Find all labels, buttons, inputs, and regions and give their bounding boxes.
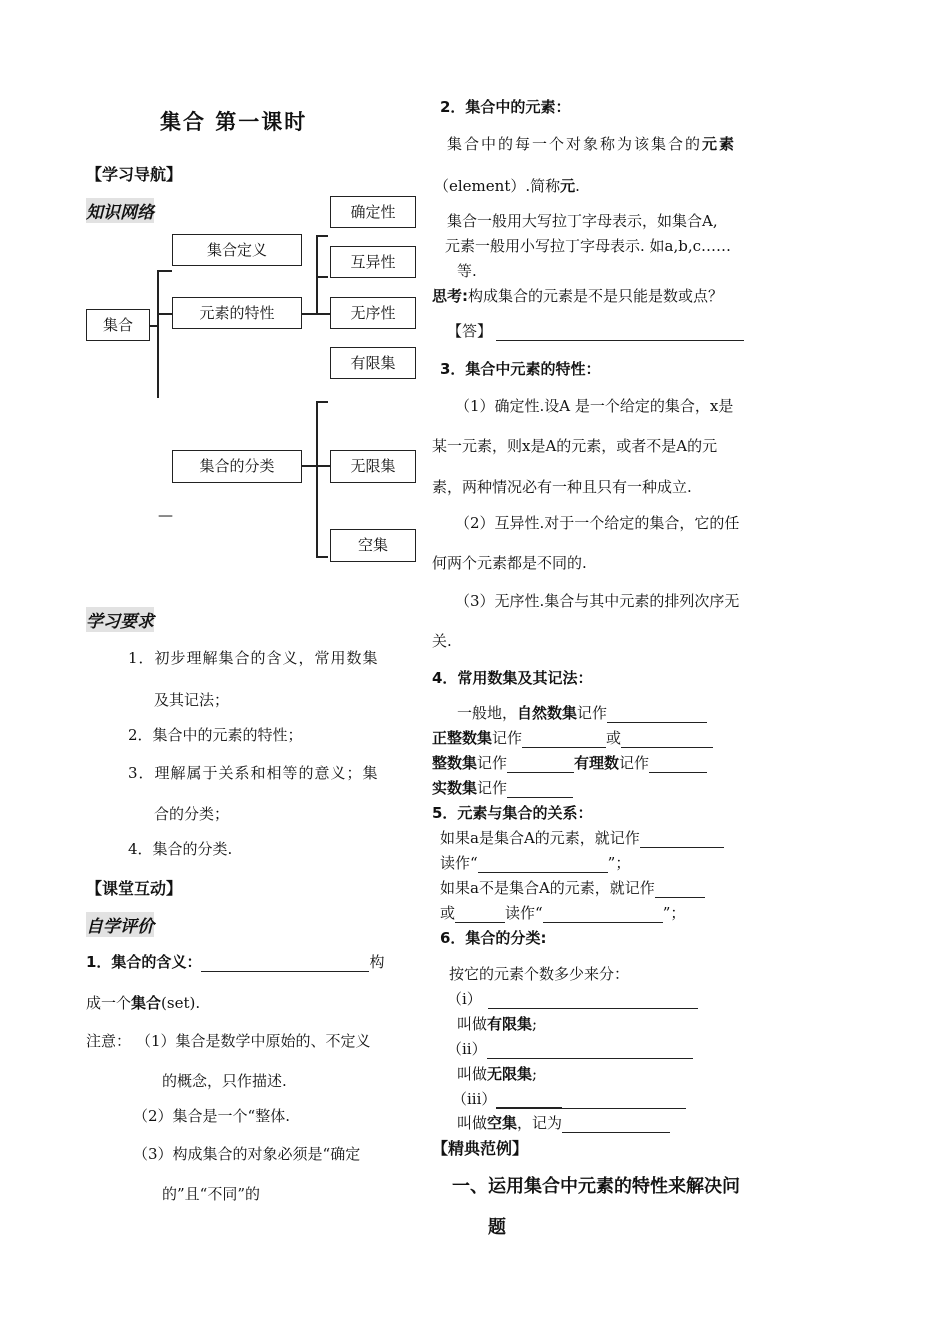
think-text: 构成集合的元素是不是只能是数或点？ <box>468 287 724 305</box>
reals-blank[interactable] <box>507 783 573 798</box>
section-2-heading: 2．集合中的元素： <box>440 98 571 116</box>
example-title-a: 一、运用集合中元素的特性来解决问 <box>452 1176 740 1197</box>
s4-line-2 <box>432 727 713 748</box>
connector <box>316 276 328 278</box>
positive-integers-label: 正整数集 <box>432 729 493 747</box>
belongs-reading-blank[interactable] <box>478 858 608 873</box>
example-title-b: 题 <box>488 1217 506 1238</box>
examples-heading: 【精典范例】 <box>432 1139 529 1158</box>
answer-blank[interactable] <box>496 324 744 341</box>
empty-notation-blank[interactable] <box>562 1118 670 1133</box>
s6-iii-name <box>457 1112 670 1133</box>
s3-line-2b: 何两个元素都是不同的. <box>432 554 587 572</box>
s6-ii-line <box>447 1038 693 1059</box>
s4-line-3 <box>432 752 707 773</box>
q1b-line <box>86 992 200 1013</box>
s5-line-1 <box>440 827 724 848</box>
section-6-heading: 6．集合的分类: <box>440 929 547 947</box>
jizuo: 记作 <box>619 754 650 772</box>
think-label: 思考: <box>432 287 468 305</box>
q1-blank[interactable] <box>201 955 369 972</box>
rationals-label: 有理数 <box>574 754 620 772</box>
node-finite-set: 有限集 <box>330 347 416 379</box>
requirement-3a: 3．理解属于关系和相等的意义；集 <box>128 764 379 782</box>
denoted-text: ，记为 <box>517 1114 563 1132</box>
s2-l2-bold: 元 <box>560 177 576 195</box>
connector <box>316 235 328 237</box>
node-definition: 集合定义 <box>172 234 302 266</box>
s6-line-1: 按它的元素个数多少来分： <box>449 965 630 983</box>
read-as-close: ”； <box>607 854 631 872</box>
stray-dash: — <box>158 506 173 524</box>
requirements-heading: 学习要求 <box>86 607 154 632</box>
class-interaction-heading: 【课堂互动】 <box>86 879 183 898</box>
node-distinctness: 互异性 <box>330 246 416 278</box>
section-4-heading: 4．常用数集及其记法： <box>432 669 593 687</box>
connector <box>157 313 172 315</box>
empty-set-term: 空集 <box>487 1114 518 1132</box>
s2-line-2 <box>434 175 580 196</box>
called-text: 叫做 <box>457 1015 488 1033</box>
s2-l1-bold: 元素 <box>702 135 737 153</box>
s4-line-4 <box>432 777 573 798</box>
node-set: 集合 <box>86 309 150 341</box>
jizuo: 记作 <box>577 704 608 722</box>
requirement-4: 4．集合的分类. <box>128 840 233 858</box>
requirement-3b: 合的分类； <box>154 805 230 823</box>
note-3b: 的”且“不同”的 <box>162 1185 261 1203</box>
connector <box>316 556 328 558</box>
called-text: 叫做 <box>457 1114 488 1132</box>
node-infinite-set: 无限集 <box>330 450 416 483</box>
think-line <box>432 285 723 306</box>
empty-blank-1[interactable] <box>496 1093 562 1109</box>
q1b-pre: 成一个 <box>86 994 132 1012</box>
connector <box>157 270 159 398</box>
jizuo: 记作 <box>477 779 508 797</box>
finite-blank[interactable] <box>488 994 698 1009</box>
s2-line-4: 元素一般用小写拉丁字母表示. 如a,b,c…… <box>445 237 732 255</box>
q1-tail: 构 <box>369 953 385 971</box>
node-unorderedness: 无序性 <box>330 297 416 329</box>
node-element-properties: 元素的特性 <box>172 297 302 329</box>
answer-line <box>447 320 744 341</box>
section-3-heading: 3．集合中元素的特性： <box>440 360 601 378</box>
requirement-2: 2．集合中的元素的特性； <box>128 726 303 744</box>
connector <box>302 313 330 315</box>
s6-i-label: （i） <box>447 990 482 1008</box>
s3-line-3a: （3）无序性.集合与其中元素的排列次序无 <box>455 592 740 610</box>
s3-line-1a: （1）确定性.设A 是一个给定的集合，x是 <box>455 397 734 415</box>
q1b-bold: 集合 <box>131 994 162 1012</box>
jizuo: 记作 <box>477 754 508 772</box>
s5-l3-text: 如果a不是集合A的元素，就记作 <box>440 879 655 897</box>
s3-line-2a: （2）互异性.对于一个给定的集合，它的任 <box>455 514 740 532</box>
s2-line-3: 集合一般用大写拉丁字母表示，如集合A, <box>447 212 718 230</box>
integers-label: 整数集 <box>432 754 478 772</box>
requirement-1a: 1．初步理解集合的含义，常用数集 <box>128 649 379 667</box>
read-as-open: 读作“ <box>505 904 543 922</box>
belongs-notation-blank[interactable] <box>640 833 724 848</box>
s2-line-5: 等. <box>457 262 477 280</box>
s6-iii-line <box>452 1088 686 1109</box>
note-1a: （1）集合是数学中原始的、不定义 <box>136 1032 371 1050</box>
natural-numbers-label: 自然数集 <box>517 704 578 722</box>
jizuo: 记作 <box>492 729 523 747</box>
or-text: 或 <box>606 729 622 747</box>
semicolon: ; <box>532 1065 538 1083</box>
node-determinacy: 确定性 <box>330 196 416 228</box>
s4-line-1 <box>457 702 707 723</box>
node-empty-set: 空集 <box>330 529 416 562</box>
knowledge-heading: 知识网络 <box>86 198 154 223</box>
note-1b: 的概念，只作描述. <box>162 1072 287 1090</box>
natural-numbers-blank[interactable] <box>607 708 707 723</box>
note-label: 注意： <box>86 1032 132 1050</box>
finite-set-term: 有限集 <box>487 1015 533 1033</box>
s6-ii-name <box>457 1063 537 1084</box>
not-belongs-alt-blank[interactable] <box>455 908 505 923</box>
section-5-heading: 5．元素与集合的关系： <box>432 804 593 822</box>
empty-blank-2[interactable] <box>562 1094 686 1109</box>
or-text: 或 <box>440 904 456 922</box>
q1b-post: (set). <box>161 994 201 1012</box>
s6-i-line <box>447 988 698 1009</box>
s5-line-4 <box>440 902 685 923</box>
s2-line-1 <box>447 133 736 154</box>
s5-l1-text: 如果a是集合A的元素，就记作 <box>440 829 640 847</box>
s3-line-1c: 素，两种情况必有一种且只有一种成立. <box>432 478 692 496</box>
positive-integers-blank-2[interactable] <box>621 733 713 748</box>
q1-line <box>86 951 384 972</box>
reals-label: 实数集 <box>432 779 478 797</box>
read-as-open: 读作“ <box>440 854 478 872</box>
s4-l1-pre: 一般地， <box>457 704 518 722</box>
s6-i-name <box>457 1013 537 1034</box>
infinite-set-term: 无限集 <box>487 1065 533 1083</box>
note-2: （2）集合是一个“整体. <box>133 1107 290 1125</box>
positive-integers-blank-1[interactable] <box>522 733 606 748</box>
read-as-close: ”； <box>662 904 686 922</box>
connector <box>316 235 318 313</box>
s5-line-2 <box>440 852 630 873</box>
note-3a: （3）构成集合的对象必须是“确定 <box>133 1145 361 1163</box>
integers-blank[interactable] <box>507 758 574 773</box>
node-classification: 集合的分类 <box>172 450 302 483</box>
q1-label: 1．集合的含义： <box>86 953 202 971</box>
s6-iii-label: （iii） <box>452 1090 497 1108</box>
s2-l2-pre: （element）.简称 <box>434 177 561 195</box>
requirement-1b: 及其记法； <box>154 691 230 709</box>
not-belongs-notation-blank[interactable] <box>655 883 705 898</box>
self-study-heading: 自学评价 <box>86 912 154 937</box>
called-text: 叫做 <box>457 1065 488 1083</box>
infinite-blank[interactable] <box>487 1044 693 1059</box>
s3-line-1b: 某一元素，则x是A的元素，或者不是A的元 <box>432 437 718 455</box>
connector <box>157 270 172 272</box>
connector <box>316 401 318 557</box>
s2-l2-post: . <box>575 177 580 195</box>
s6-ii-label: （ii） <box>447 1040 487 1058</box>
s5-line-3 <box>440 877 705 898</box>
semicolon: ; <box>532 1015 538 1033</box>
rationals-blank[interactable] <box>649 758 707 773</box>
s2-l1-pre: 集合中的每一个对象称为该集合的 <box>447 135 703 153</box>
answer-label: 【答】 <box>447 322 493 340</box>
page-title: 集合 第一课时 <box>160 109 308 134</box>
not-belongs-reading-blank[interactable] <box>543 908 663 923</box>
s3-line-3b: 关. <box>432 632 452 650</box>
connector <box>316 401 328 403</box>
nav-heading: 【学习导航】 <box>86 165 183 184</box>
